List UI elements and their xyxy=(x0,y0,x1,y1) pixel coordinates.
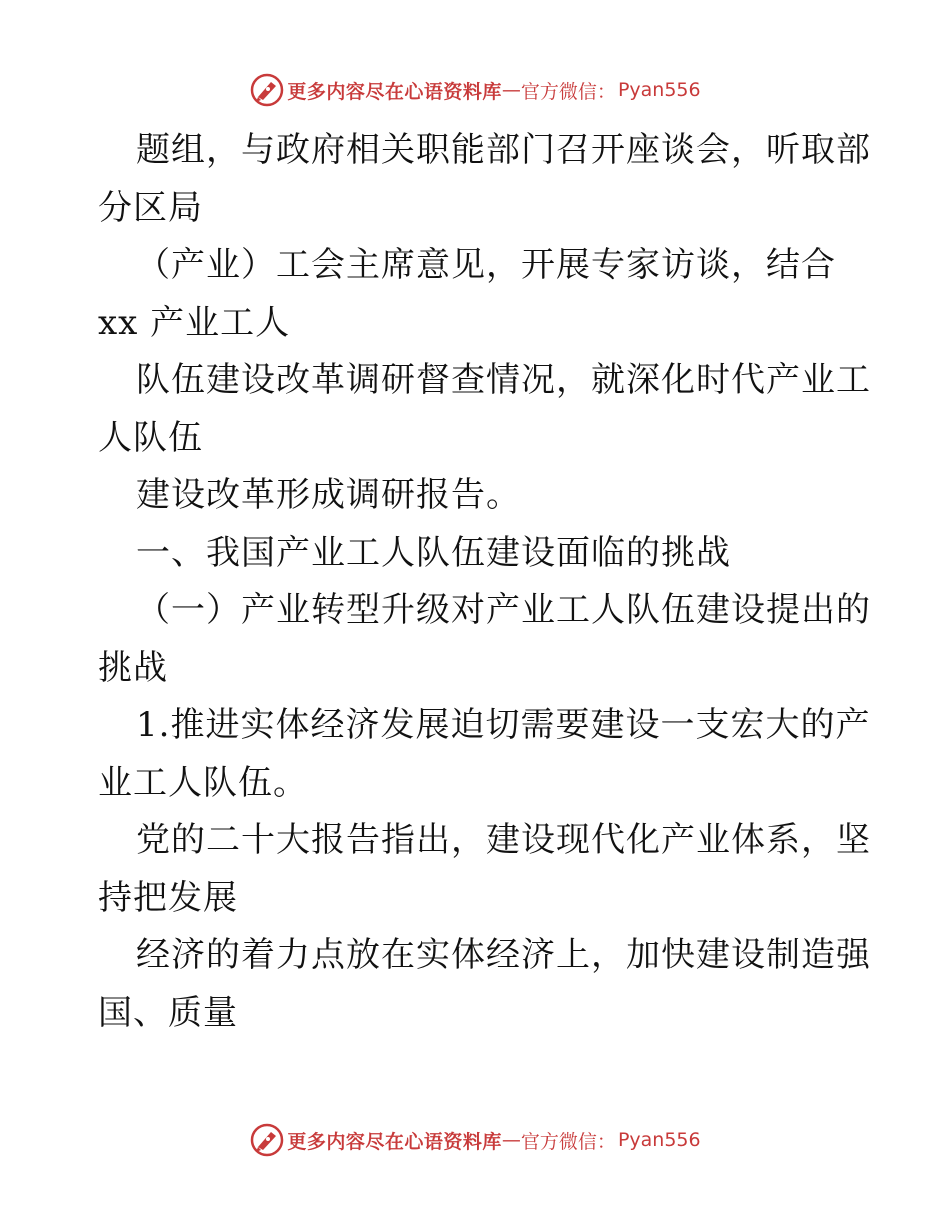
pen-nib-logo-icon xyxy=(249,1122,285,1158)
body-line: 分区局 xyxy=(98,187,203,228)
footer-wechat-id: Pyan556 xyxy=(617,1129,701,1151)
subsection-heading: （一）产业转型升级对产业工人队伍建设提出的 xyxy=(136,590,871,630)
body-line: 题组，与政府相关职能部门召开座谈会，听取部 xyxy=(136,130,871,170)
document-body xyxy=(98,122,871,1042)
body-line: 人队伍 xyxy=(98,417,203,458)
header-wechat-id: Pyan556 xyxy=(617,79,701,101)
footer-tagline: 官方微信： xyxy=(520,1130,616,1153)
footer-dash: — xyxy=(501,1129,521,1151)
body-line: 持把发展 xyxy=(98,877,238,918)
body-line: 国、质量 xyxy=(98,992,238,1033)
header-dash: — xyxy=(501,79,521,101)
pen-nib-logo-icon xyxy=(249,72,285,108)
footer-brand-text: 更多内容尽在心语资料库 xyxy=(287,1130,502,1153)
header-brand-text: 更多内容尽在心语资料库 xyxy=(287,80,502,103)
footer-watermark xyxy=(0,1120,950,1160)
subsection-heading-cont: 挑战 xyxy=(98,647,168,688)
numbered-point-cont: 业工人队伍。 xyxy=(98,762,308,803)
body-line: 队伍建设改革调研督查情况，就深化时代产业工 xyxy=(136,360,871,400)
header-watermark xyxy=(0,70,950,110)
body-line: （产业）工会主席意见，开展专家访谈，结合 xyxy=(136,245,836,285)
body-line: 经济的着力点放在实体经济上，加快建设制造强 xyxy=(136,935,871,975)
numbered-point: 1.推进实体经济发展迫切需要建设一支宏大的产 xyxy=(136,705,871,745)
body-line: 建设改革形成调研报告。 xyxy=(136,475,521,515)
body-line: 党的二十大报告指出，建设现代化产业体系，坚 xyxy=(136,820,871,860)
body-line: xx 产业工人 xyxy=(98,302,291,343)
section-heading: 一、我国产业工人队伍建设面临的挑战 xyxy=(136,532,731,573)
header-tagline: 官方微信： xyxy=(520,80,616,103)
